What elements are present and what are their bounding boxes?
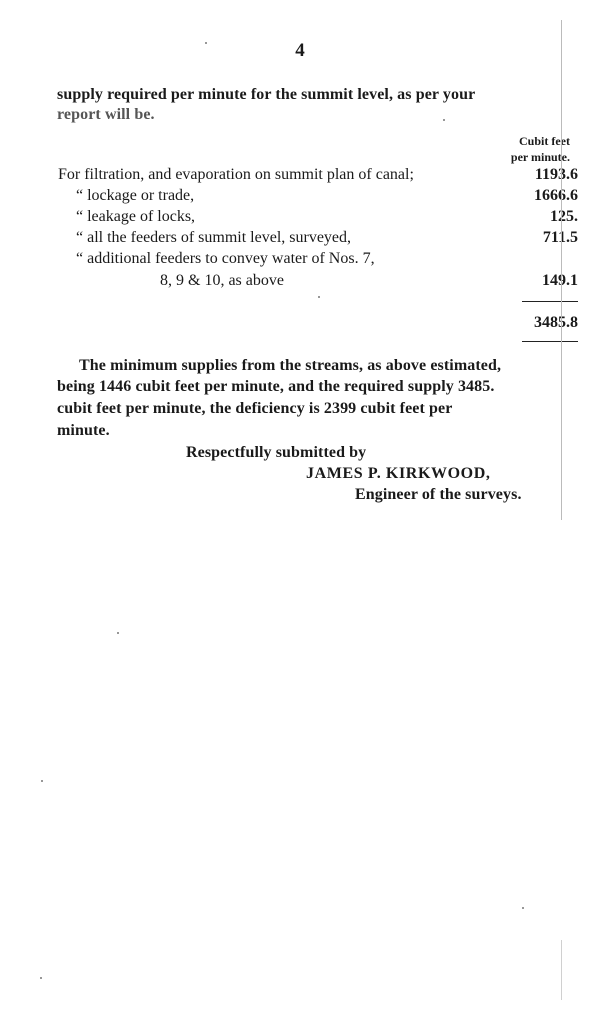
intro-line-1: supply required per minute for the summit level, as per your <box>57 86 476 103</box>
table-row <box>56 166 578 186</box>
row-value: 149.1 <box>542 272 578 289</box>
sum-rule-bottom <box>522 341 578 342</box>
paper-speck <box>117 632 119 634</box>
paper-speck <box>40 977 42 979</box>
conclusion-line-1: The minimum supplies from the streams, as above estimated, <box>79 357 502 374</box>
row-label: “ leakage of locks, <box>76 208 196 225</box>
paper-speck <box>443 119 445 121</box>
table-row <box>56 229 578 249</box>
table-row <box>56 250 578 270</box>
total-row <box>56 314 578 334</box>
table-row <box>56 208 578 228</box>
intro-line-2: report will be. <box>57 106 155 123</box>
signature-closing: Respectfully submitted by <box>186 444 367 461</box>
sum-rule-top <box>522 301 578 302</box>
conclusion-line-3: cubit feet per minute, the deficiency is 2399 cubit feet per <box>57 400 453 417</box>
column-header-line-1: Cubit feet <box>519 134 570 148</box>
row-value: 711.5 <box>542 229 578 246</box>
row-label: For filtration, and evaporation on summit plan of canal; <box>58 166 414 183</box>
page-edge-line-lower <box>561 940 562 1000</box>
row-value: 1193.6 <box>534 166 578 183</box>
row-value: 125. <box>550 208 578 225</box>
table-row <box>56 272 578 292</box>
column-header-line-2: per minute. <box>510 150 570 164</box>
row-label: “ all the feeders of summit level, surveyed, <box>76 229 352 246</box>
paper-speck <box>522 907 524 909</box>
paper-speck <box>41 780 43 782</box>
row-label: “ additional feeders to convey water of Nos. 7, <box>76 250 375 267</box>
page-number: 4 <box>295 40 305 61</box>
row-label: 8, 9 & 10, as above <box>160 272 284 289</box>
page-edge-line <box>561 20 562 520</box>
signature-name: JAMES P. KIRKWOOD, <box>306 465 491 482</box>
row-label: “ lockage or trade, <box>76 187 195 204</box>
row-value: 1666.6 <box>534 187 578 204</box>
conclusion-line-4: minute. <box>57 422 110 439</box>
total-value: 3485.8 <box>534 314 578 331</box>
paper-speck <box>318 296 320 298</box>
paper-speck <box>205 42 207 44</box>
table-row <box>56 187 578 207</box>
signature-title: Engineer of the surveys. <box>355 486 522 503</box>
conclusion-line-2: being 1446 cubit feet per minute, and the required supply 3485. <box>57 378 495 395</box>
